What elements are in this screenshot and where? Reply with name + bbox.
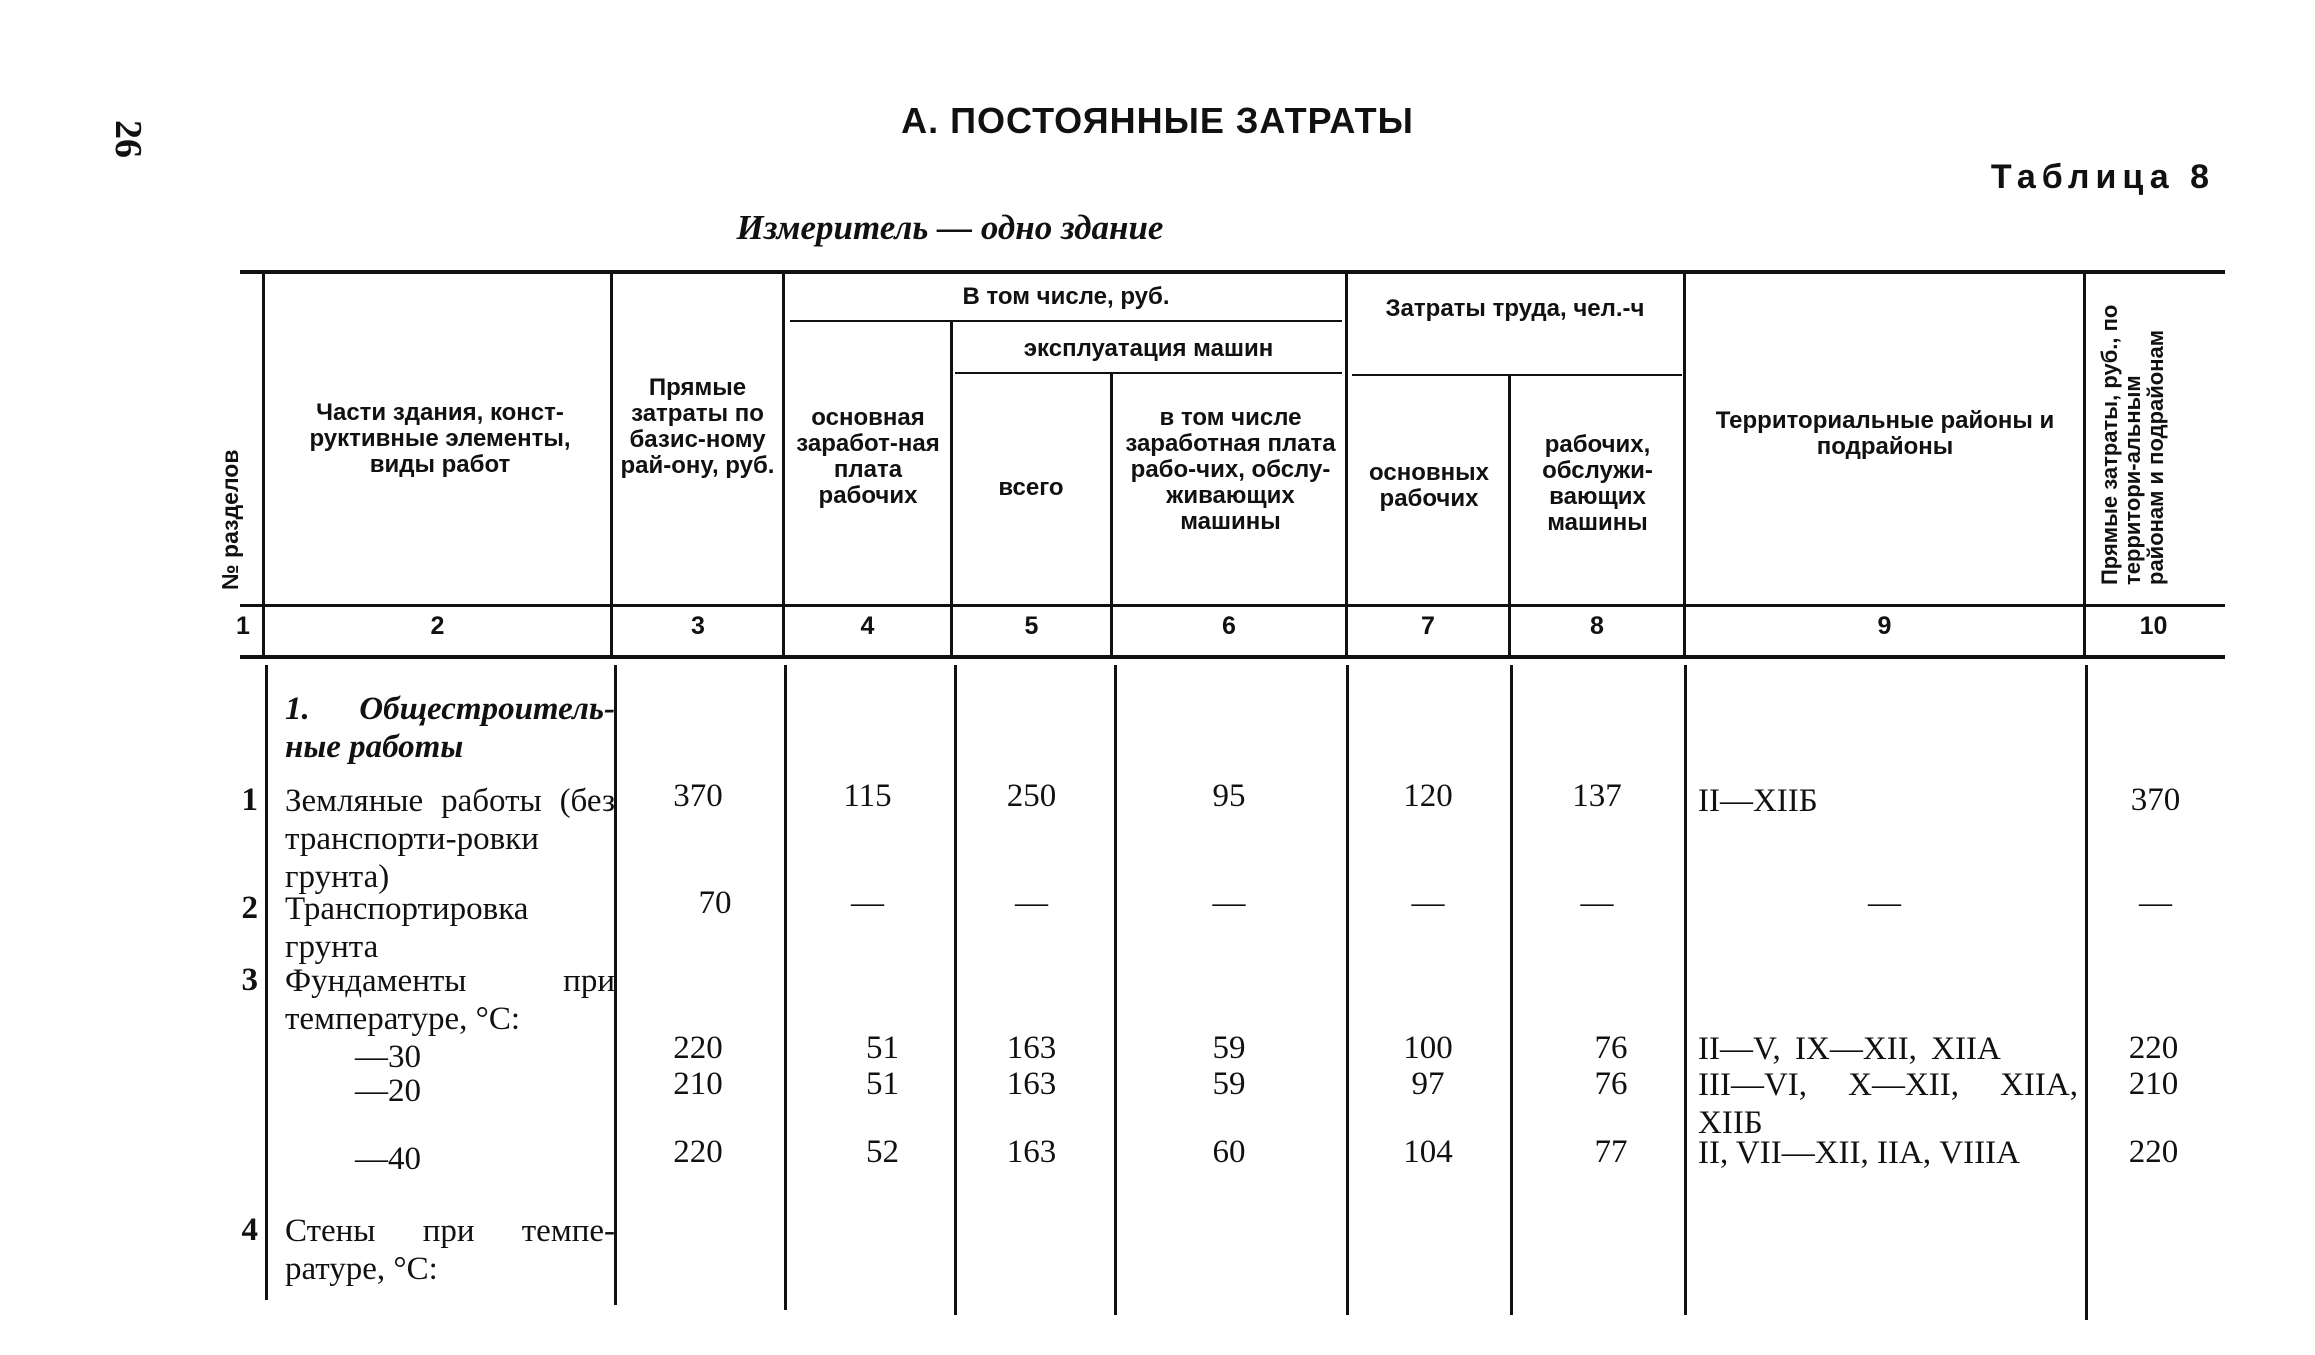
header-col1: № разделов [217, 449, 243, 590]
colnum-10: 10 [2139, 612, 2168, 640]
cell-direct-cost: 220 [673, 1030, 723, 1066]
cell-direct-cost: 70 [698, 885, 732, 921]
cell-machine-wage: — [1212, 885, 1246, 921]
cell-regional-cost: 220 [2128, 1030, 2179, 1066]
row-sub-label: —20 [355, 1073, 421, 1109]
cell-regional-cost: 370 [2130, 782, 2181, 818]
rule-colnum-top [240, 604, 2225, 607]
row-number: 1 [241, 782, 258, 818]
cell-regions: II, VII—XII, IIА, VIIIА [1698, 1135, 2020, 1171]
row-number: 4 [241, 1212, 258, 1248]
colnum-3: 3 [691, 612, 705, 640]
vline-2 [610, 272, 613, 655]
cell-direct-cost: 370 [673, 778, 723, 814]
rule-top [240, 270, 2225, 274]
rule-group-in-total [790, 320, 1342, 322]
cell-direct-cost: 220 [673, 1134, 723, 1170]
table-label: Таблица 8 [1990, 158, 2215, 196]
colnum-5: 5 [1024, 612, 1039, 640]
row-sub-label: —30 [355, 1039, 421, 1075]
cell-labor-machines: 76 [1594, 1030, 1628, 1066]
body-vline-7 [1510, 665, 1513, 1315]
row-number: 2 [241, 890, 258, 926]
cell-labor-machines: 137 [1572, 778, 1622, 814]
cell-base-wage: 51 [866, 1030, 899, 1066]
header-col10: Прямые затраты, руб., по территори-альным районам и подрайонам [2097, 304, 2169, 585]
colnum-7: 7 [1421, 612, 1435, 640]
cell-machines-total: — [1015, 885, 1048, 921]
cell-regional-cost: 220 [2128, 1134, 2179, 1170]
colnum-2: 2 [430, 612, 445, 640]
section-title: А. ПОСТОЯННЫЕ ЗАТРАТЫ [901, 100, 1414, 141]
cell-base-wage: 51 [866, 1066, 899, 1102]
body-vline-9 [2085, 665, 2088, 1320]
header-col6: в том числе заработная плата рабо-чих, обслу-живающих машины [1125, 404, 1336, 535]
cell-labor-main: 120 [1403, 778, 1453, 814]
cell-regions: II—V, IX—XII, XIIА [1698, 1031, 2001, 1067]
header-group-in-total: В том числе, руб. [962, 283, 1170, 311]
row-description: Земляные работы (без транспорти-ровки грунта) [285, 783, 615, 895]
header-col5: всего [998, 474, 1064, 501]
cell-base-wage: — [851, 885, 884, 921]
cell-machines-total: 163 [1006, 1066, 1057, 1102]
header-col4: основная заработ-ная плата рабочих [796, 404, 940, 509]
row-sub-label: —40 [355, 1141, 421, 1177]
header-col8: рабочих, обслужи-вающих машины [1542, 431, 1653, 536]
cell-regional-cost: 210 [2128, 1066, 2179, 1102]
cell-labor-main: 104 [1403, 1134, 1453, 1170]
header-col9: Территориальные районы и подрайоны [1715, 407, 2055, 460]
cell-regions: — [1868, 885, 1901, 921]
cell-labor-machines: 77 [1594, 1134, 1628, 1170]
rule-group-labor [1352, 374, 1682, 376]
vline-4 [950, 322, 953, 655]
cell-regional-cost: — [2139, 885, 2172, 921]
cell-machines-total: 163 [1006, 1134, 1057, 1170]
rule-group-machines [955, 372, 1342, 374]
header-group-machines: эксплуатация машин [1023, 335, 1274, 363]
body-vline-5 [1114, 665, 1117, 1315]
colnum-8: 8 [1590, 612, 1604, 640]
cell-machine-wage: 60 [1212, 1134, 1246, 1170]
cell-labor-main: — [1411, 885, 1445, 921]
rule-colnum-bottom [240, 655, 2225, 659]
cell-direct-cost: 210 [673, 1066, 723, 1102]
body-vline-6 [1346, 665, 1349, 1315]
row-description: Фундаменты при температуре, °С: [285, 963, 615, 1037]
measure-caption: Измеритель — одно здание [736, 208, 1164, 247]
header-col3: Прямые затраты по базис-ному рай-ону, руб. [620, 374, 775, 479]
cell-regions: III—VI, X—XII, XIIА, XIIБ [1698, 1067, 2078, 1141]
cell-machine-wage: 59 [1212, 1030, 1246, 1066]
cell-machines-total: 163 [1006, 1030, 1057, 1066]
vline-8 [1683, 272, 1686, 655]
vline-6 [1345, 272, 1348, 655]
row-number: 3 [241, 962, 258, 998]
row-description: Транспортировка грунта [285, 891, 529, 965]
header-col7: основных рабочих [1369, 459, 1489, 512]
vline-1 [262, 272, 265, 655]
cell-base-wage: 52 [866, 1134, 899, 1170]
colnum-1: 1 [236, 612, 250, 640]
colnum-4: 4 [860, 612, 875, 640]
body-vline-3 [784, 665, 787, 1310]
cell-labor-main: 97 [1411, 1066, 1445, 1102]
section-heading: 1. Общестроитель-ные работы [285, 691, 615, 765]
body-vline-8 [1684, 665, 1687, 1315]
header-group-labor: Затраты труда, чел.-ч [1385, 295, 1645, 322]
page-number: 26 [107, 120, 149, 158]
cell-labor-main: 100 [1403, 1030, 1453, 1066]
cell-machines-total: 250 [1006, 778, 1057, 814]
cell-labor-machines: — [1580, 885, 1614, 921]
cell-labor-machines: 76 [1594, 1066, 1628, 1102]
row-description: Стены при темпе-ратуре, °С: [285, 1213, 615, 1287]
vline-9 [2083, 272, 2086, 655]
body-vline-4 [954, 665, 957, 1315]
colnum-6: 6 [1222, 612, 1236, 640]
header-col2: Части здания, конст-руктивные элементы, виды работ [309, 399, 571, 478]
cell-machine-wage: 95 [1212, 778, 1246, 814]
cell-machine-wage: 59 [1212, 1066, 1246, 1102]
body-vline-1 [265, 665, 268, 1300]
cell-regions: II—XIIБ [1698, 783, 1818, 819]
cell-base-wage: 115 [843, 778, 892, 814]
colnum-9: 9 [1877, 612, 1892, 640]
vline-3 [782, 272, 785, 655]
